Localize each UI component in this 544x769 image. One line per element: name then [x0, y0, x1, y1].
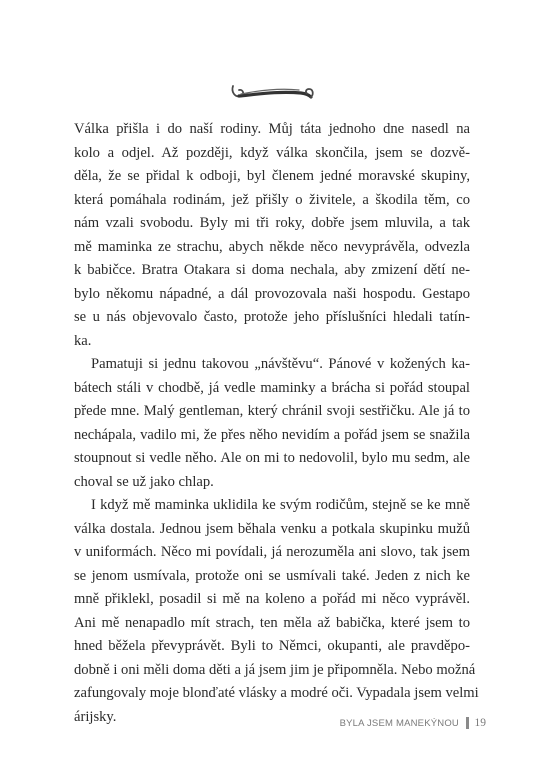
text-line: k babičce. Bratra Otakara si doma nechala, aby zmizení dětí ne- — [74, 262, 470, 278]
text-line: I když mě maminka uklidila ke svým rodičům, stejně se ke mně — [91, 497, 470, 513]
text-line: bylo někomu nápadné, a dál provozovala naši hospodu. Gestapo — [74, 285, 470, 302]
page-footer — [340, 713, 486, 733]
body-text — [74, 118, 479, 729]
text-line: Ani mě nenapadlo mít strach, ten měla až babička, které jsem to — [74, 614, 470, 631]
text-line: mně přiklekl, posadil si mě na koleno a pořád mi něco vyprávěl. — [74, 591, 470, 607]
paragraph — [74, 353, 470, 494]
text-line: choval se už jako chlap. — [74, 473, 214, 490]
text-line: Válka přišla i do naší rodiny. Můj táta jednoho dne nasedl na — [74, 121, 470, 137]
footer-divider — [466, 717, 469, 729]
text-line: v uniformách. Něco mi povídali, já nerozuměla ani slovo, tak jsem — [74, 544, 470, 560]
text-line: se u nás objevovalo často, protože jeho příslušníci hledali tatín- — [74, 309, 470, 325]
text-line: dobně i oni měli doma děti a já jsem jim je připomněla. Nebo možná — [74, 661, 476, 678]
text-line: která pomáhala rodinám, jež přišly o živitele, a škodila těm, co — [74, 191, 470, 208]
paragraph — [74, 118, 470, 353]
text-line: stoupnout si vedle něho. Ale on mi to nedovolil, bylo mu sedm, ale — [74, 450, 470, 466]
text-line: zafungovaly moje blonďaté vlásky a modré oči. Vypadala jsem velmi — [74, 685, 479, 701]
text-line: ka. — [74, 332, 92, 349]
page-number: 19 — [474, 717, 486, 729]
ribbon-flourish-icon — [229, 78, 315, 104]
text-line: nám vzali svobodu. Byly mi tři roky, dobře jsem mluvila, a tak — [74, 215, 470, 231]
text-line: kolo a odjel. Až později, když válka skončila, jsem se dozvě- — [74, 144, 470, 161]
text-line: přede mne. Malý gentleman, který chránil svoji sestřičku. Ale já to — [74, 403, 470, 419]
text-line: mě maminka ze strachu, abych někde něco nevyprávěla, odvezla — [74, 238, 470, 255]
text-line: děla, že se přidal k odboji, byl členem jedné moravské skupiny, — [74, 168, 470, 184]
text-line: se jenom usmívala, protože oni se usmívali také. Jeden z nich ke — [74, 567, 470, 584]
text-line: bátech stáli v chodbě, já vedle maminky a brácha si pořád stoupal — [74, 379, 470, 396]
running-head: BYLA JSEM MANEKÝNOU — [339, 717, 459, 729]
text-line: válka dostala. Jednou jsem běhala venku a potkala skupinku mužů — [74, 520, 470, 537]
text-line: hned běžela převyprávět. Byli to Němci, okupanti, ale pravděpo- — [74, 638, 470, 654]
paragraph — [74, 494, 479, 729]
text-line: nechápala, vadilo mi, že přes něho nevidím a pořád jsem se snažila — [74, 426, 470, 443]
text-line: Pamatuji si jednu takovou „návštěvu“. Pánové v kožených ka- — [91, 356, 470, 372]
text-line: árijsky. — [74, 708, 117, 725]
